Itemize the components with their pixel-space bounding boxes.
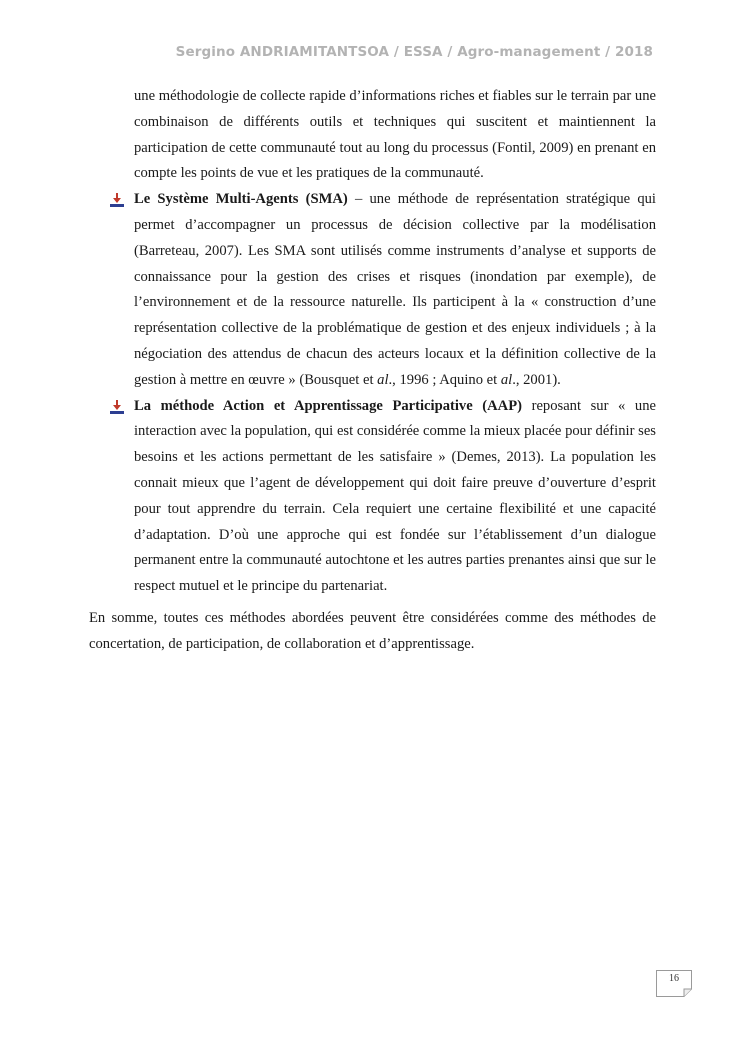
conclusion-paragraph: En somme, toutes ces méthodes abordées peuvent être considérées comme des méthodes de concertation, de participation, de collaboration et d’apprentissage. <box>89 609 656 652</box>
intro-continuation-paragraph: une méthodologie de collecte rapide d’informations riches et fiables sur le terrain par une combinaison de différents outils et techniques qui suscitent et maintiennent la participation de cette communauté tout au long du processus (Fontil, 2009) en prenant en compte les points de vue et les pratiques de la communauté. <box>134 88 656 182</box>
bullet-text-aap: reposant sur « une interaction avec la population, qui est considérée comme la mieux placée pour définir ses besoins et les actions permettant de les satisfaire » (Demes, 2013). La population les connait mieux que l’agent de développement qui doit faire preuve d’ouverture d’esprit pour tout apprendre du terrain. Cela requiert une certaine flexibilité et une capacité d’adaptation. D’où une approche qui est fondée sur l’établissement d’un dialogue permanent entre la communauté autochtone et les autres parties prenantes ainsi que sur le respect mutuel et le principe du partenariat. <box>134 397 656 595</box>
page-number: 16 <box>669 973 679 984</box>
bullet-text-sma-c: ., 2001). <box>512 371 561 388</box>
bullet-title-sma: Le Système Multi-Agents (SMA) <box>134 191 348 208</box>
page-header: Sergino ANDRIAMITANTSOA / ESSA / Agro-management / 2018 <box>175 44 653 60</box>
bullet-italic-al-1: al <box>377 371 389 388</box>
arrow-bullet-icon <box>110 400 124 414</box>
bullet-item-aap <box>134 394 656 600</box>
bullet-text-sma-a: – une méthode de représentation stratégique qui permet d’accompagner un processus de décision collective par la modélisation (Barreteau, 2007). Les SMA sont utilisés comme instruments d’analyse et supports de connaissance pour la gestion des crises et risques (inondation par exemple), de l’environnement et de la ressource naturelle. Ils participent à la « construction d’une représentation collective de la problématique de gestion et des enjeux individuels ; à la négociation des attendus de chacun des acteurs locaux et la définition collective de la gestion à mettre en œuvre » (Bousquet et <box>134 191 656 388</box>
page-number-box <box>656 970 692 996</box>
bullet-text-sma-b: ., 1996 ; Aquino et <box>388 371 501 388</box>
document-body <box>89 84 656 658</box>
bullet-title-aap: La méthode Action et Apprentissage Participative (AAP) <box>134 397 522 414</box>
bullet-item-sma <box>134 187 656 393</box>
arrow-bullet-icon <box>110 193 124 207</box>
bullet-italic-al-2: al <box>500 371 513 388</box>
